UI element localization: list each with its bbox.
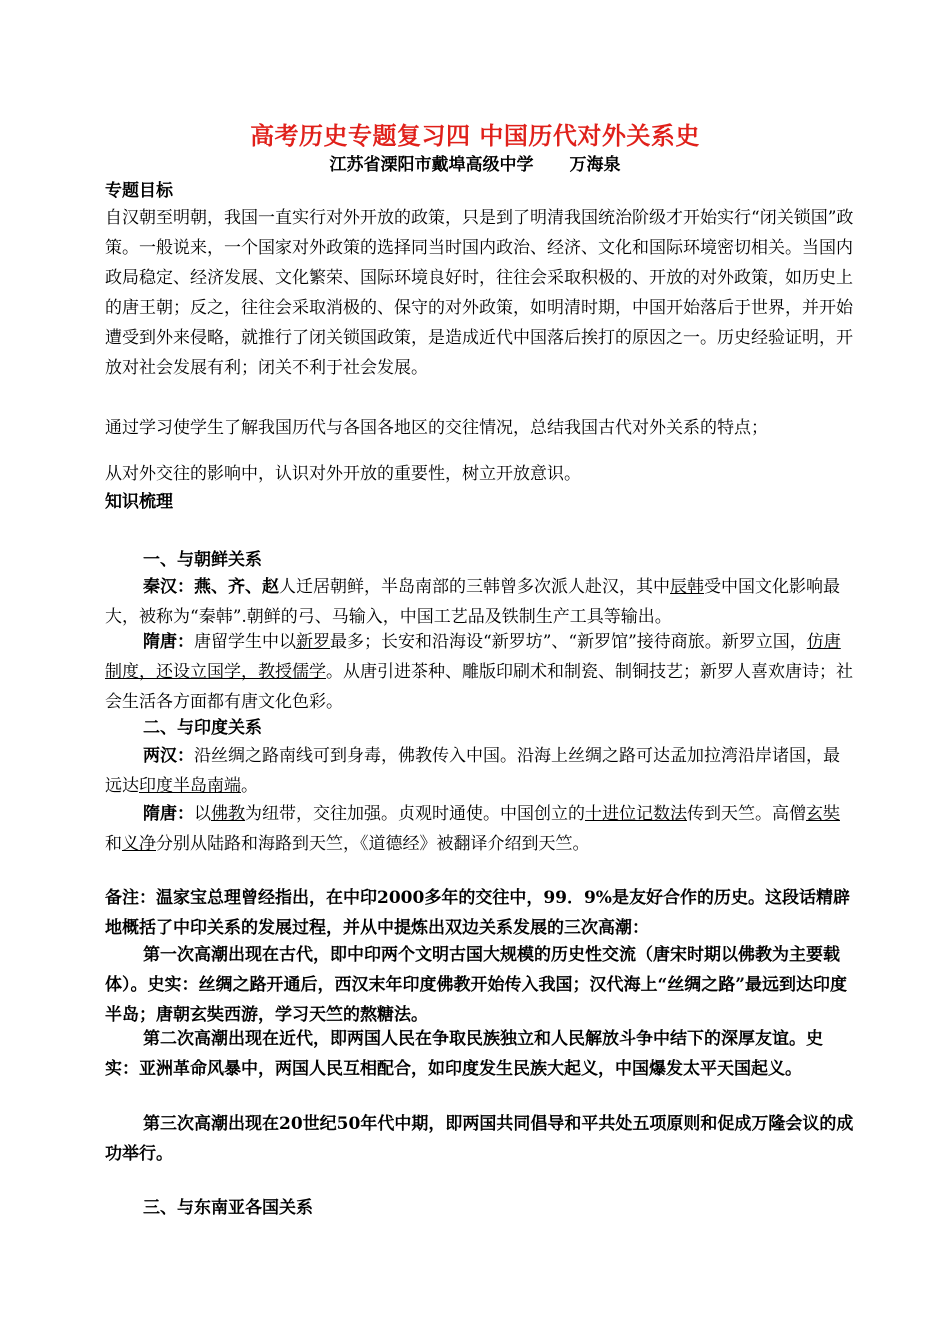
india-suitang-underline-2: 十进位记数法: [585, 804, 687, 824]
korea-suitang-text-3: 。从唐引进茶种、雕版印刷术和制瓷、制铜技艺；新罗人喜欢唐诗；社会生活各方面都有唐文化色彩。: [105, 662, 853, 712]
goals-heading: 专题目标: [105, 181, 173, 201]
korea-suitang-text-2: 最多；长安和沿海设“新罗坊”、“新罗馆”接待商旅。新罗立国，: [330, 632, 807, 652]
india-lianghan-underline-1: 印度半岛南端: [139, 776, 241, 796]
author-name: 万海泉: [569, 155, 621, 175]
korea-suitang-underline-1: 新罗: [296, 632, 330, 652]
author-school: 江苏省溧阳市戴埠高级中学: [329, 155, 534, 175]
korea-qinhan-lead: 秦汉：燕、齐、赵: [143, 577, 279, 597]
document-title: 高考历史专题复习四 中国历代对外关系史: [250, 121, 700, 150]
india-lianghan-text-2: 。: [241, 776, 258, 796]
korea-suitang-underline-2: 仿唐制度，还设立国学，教授儒学: [105, 632, 841, 682]
india-suitang-underline-1: 佛教: [211, 804, 245, 824]
india-suitang-paragraph: [105, 799, 855, 859]
goals-paragraph-3: 从对外交往的影响中，认识对外开放的重要性，树立开放意识。: [105, 464, 581, 484]
korea-qinhan-text-1: 人迁居朝鲜，半岛南部的三韩曾多次派人赴汉，其中: [279, 577, 670, 597]
korea-suitang-lead: 隋唐：: [143, 632, 194, 652]
india-suitang-text-2: 为纽带，交往加强。贞观时通使。中国创立的: [245, 804, 585, 824]
india-suitang-text-5: 分别从陆路和海路到天竺，《道德经》被翻译介绍到天竺。: [156, 834, 590, 854]
note-paragraph-4: 第三次高潮出现在20世纪50年代中期，即两国共同倡导和平共处五项原则和促成万隆会议的成功举行。: [105, 1114, 854, 1164]
india-suitang-text-3: 传到天竺。高僧: [687, 804, 806, 824]
korea-suitang-paragraph: [105, 627, 855, 717]
india-suitang-lead: 隋唐：: [143, 804, 194, 824]
india-lianghan-paragraph: [105, 741, 855, 801]
india-suitang-text-1: 以: [194, 804, 211, 824]
knowledge-heading: 知识梳理: [105, 492, 173, 512]
korea-qinhan-underline-1: 辰韩: [670, 577, 704, 597]
author-line: [0, 150, 950, 175]
note-paragraph-1: 备注：温家宝总理曾经指出，在中印2000多年的交往中，99．9%是友好合作的历史。这段话精辟地概括了中印关系的发展过程，并从中提炼出双边关系发展的三次高潮：: [105, 888, 850, 938]
section-korea-heading: 一、与朝鲜关系: [143, 550, 262, 570]
goals-paragraph-1: 自汉朝至明朝，我国一直实行对外开放的政策，只是到了明清我国统治阶级才开始实行“闭关锁国”政策。一般说来，一个国家对外政策的选择同当时国内政治、经济、文化和国际环境密切相关。当国内政局稳定、经济发展、文化繁荣、国际环境良好时，往往会采取积极的、开放的对外政策，如历史上的唐王朝；反之，往往会采取消极的、保守的对外政策，如明清时期，中国开始落后于世界，并开始遭受到外来侵略，就推行了闭关锁国政策，是造成近代中国落后挨打的原因之一。历史经验证明，开放对社会发展有利；闭关不利于社会发展。: [105, 208, 854, 378]
korea-suitang-text-1: 唐留学生中以: [194, 632, 296, 652]
note-paragraph-2: 第一次高潮出现在古代，即中印两个文明古国大规模的历史性交流（唐宋时期以佛教为主要载体）。史实：丝绸之路开通后，西汉末年印度佛教开始传入我国；汉代海上“丝绸之路”最远到达印度半岛；唐朝玄奘西游，学习天竺的熬糖法。: [105, 945, 848, 1025]
section-southeast-asia-heading: 三、与东南亚各国关系: [143, 1198, 313, 1218]
india-suitang-underline-4: 义净: [122, 834, 156, 854]
note-paragraph-3: 第二次高潮出现在近代，即两国人民在争取民族独立和人民解放斗争中结下的深厚友谊。史实：亚洲革命风暴中，两国人民互相配合，如印度发生民族大起义，中国爆发太平天国起义。: [105, 1029, 823, 1079]
india-lianghan-lead: 两汉：: [143, 746, 194, 766]
india-suitang-text-4: 和: [105, 834, 122, 854]
korea-qinhan-text-2: 受中国文化影响最大，被称为“秦韩”.朝鲜的弓、马输入，中国工艺品及铁制生产工具等输出。: [105, 577, 840, 627]
goals-paragraph-2: 通过学习使学生了解我国历代与各国各地区的交往情况，总结我国古代对外关系的特点；: [105, 418, 768, 438]
india-lianghan-text-1: 沿丝绸之路南线可到身毒，佛教传入中国。沿海上丝绸之路可达孟加拉湾沿岸诸国，最远达: [105, 746, 840, 796]
korea-qinhan-paragraph: [105, 572, 855, 632]
section-india-heading: 二、与印度关系: [143, 718, 262, 738]
india-suitang-underline-3: 玄奘: [806, 804, 840, 824]
